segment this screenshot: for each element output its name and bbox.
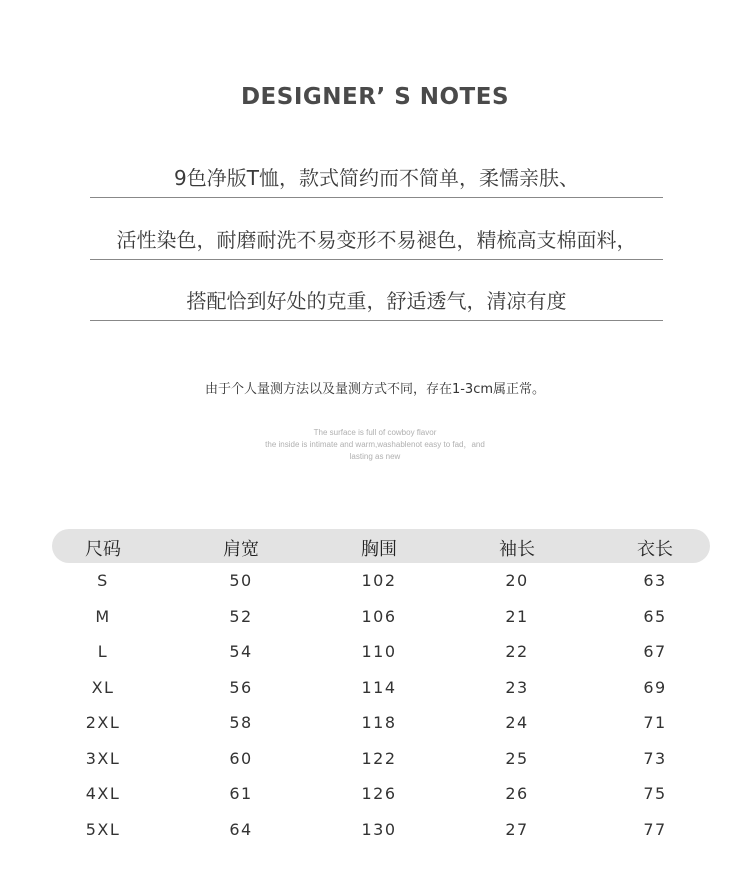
cell-size: 4XL: [85, 784, 121, 803]
note-line-1: 9色净版T恤，款式简约而不简单，柔懦亲肤、: [90, 158, 663, 198]
cell-size: 5XL: [85, 819, 121, 839]
cell-sleeve-length: 22: [505, 642, 529, 661]
cell-chest: 110: [361, 642, 397, 661]
cell-body-length: 75: [643, 784, 667, 803]
cell-body-length: 77: [643, 819, 667, 839]
cell-sleeve-length: 23: [505, 677, 529, 697]
table-row: [52, 705, 710, 741]
cell-shoulder-width: 52: [229, 606, 253, 626]
header-shoulder-width: 肩宽: [223, 539, 259, 560]
cell-sleeve-length: 26: [505, 784, 529, 803]
table-row: [52, 563, 710, 599]
cell-body-length: 63: [643, 571, 667, 590]
cell-chest: 122: [361, 748, 397, 768]
cell-chest: 114: [361, 677, 397, 697]
cell-shoulder-width: 50: [229, 571, 253, 590]
size-chart-body: [52, 563, 710, 847]
designer-notes-title: DESIGNER’ S NOTES: [240, 84, 510, 110]
cell-shoulder-width: 58: [229, 713, 253, 732]
header-sleeve-length: 袖长: [499, 539, 535, 560]
table-row: [52, 599, 710, 635]
cell-sleeve-length: 24: [505, 713, 529, 732]
table-row: [52, 741, 710, 777]
cell-chest: 118: [361, 713, 397, 732]
cell-chest: 102: [361, 571, 397, 590]
cell-shoulder-width: 64: [229, 819, 253, 839]
cell-chest: 106: [361, 606, 397, 626]
size-chart-table: [52, 529, 710, 847]
flavor-text-line-3: lasting as new: [349, 452, 401, 461]
cell-size: XL: [91, 677, 115, 697]
measurement-disclaimer: 由于个人量测方法以及量测方式不同，存在1-3cm属正常。: [204, 382, 546, 397]
cell-sleeve-length: 21: [505, 606, 529, 626]
flavor-text-line-2: the inside is intimate and warm,washablenot easy to fad，and: [265, 440, 485, 449]
cell-shoulder-width: 61: [229, 784, 253, 803]
header-size: 尺码: [85, 539, 121, 560]
cell-sleeve-length: 20: [505, 571, 529, 590]
cell-size: M: [95, 606, 111, 626]
table-row: [52, 776, 710, 812]
cell-size: 3XL: [85, 748, 121, 768]
table-row: [52, 670, 710, 706]
cell-shoulder-width: 60: [229, 748, 253, 768]
cell-size: 2XL: [85, 713, 121, 732]
cell-body-length: 67: [643, 642, 667, 661]
cell-shoulder-width: 54: [229, 642, 253, 661]
flavor-text-line-1: The surface is full of cowboy flavor: [313, 428, 437, 437]
size-chart-header: [52, 529, 710, 563]
cell-body-length: 65: [643, 606, 667, 626]
table-row: [52, 812, 710, 848]
cell-body-length: 73: [643, 748, 667, 768]
cell-size: S: [97, 571, 109, 590]
cell-body-length: 71: [643, 713, 667, 732]
cell-chest: 126: [361, 784, 397, 803]
cell-size: L: [97, 642, 109, 661]
header-chest: 胸围: [361, 539, 397, 560]
cell-sleeve-length: 25: [505, 748, 529, 768]
note-line-3: 搭配恰到好处的克重，舒适透气，清凉有度: [90, 281, 663, 321]
note-line-2: 活性染色，耐磨耐洗不易变形不易褪色，精梳高支棉面料，: [90, 220, 663, 260]
cell-sleeve-length: 27: [505, 819, 529, 839]
table-row: [52, 634, 710, 670]
cell-body-length: 69: [643, 677, 667, 697]
cell-shoulder-width: 56: [229, 677, 253, 697]
header-body-length: 衣长: [637, 539, 673, 560]
cell-chest: 130: [361, 819, 397, 839]
